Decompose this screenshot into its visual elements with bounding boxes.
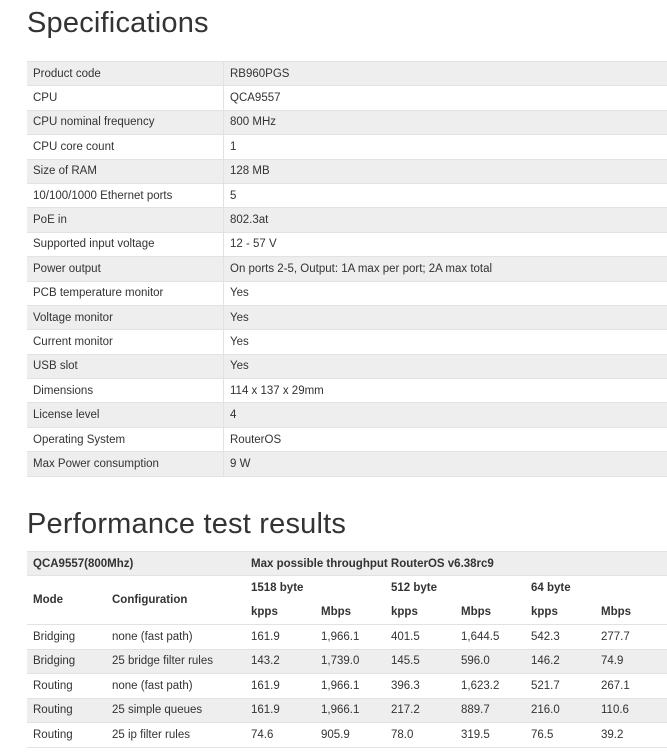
value-cell: 161.9	[245, 698, 315, 723]
spec-value: RouterOS	[224, 427, 667, 451]
mode-header: Mode	[27, 576, 106, 625]
unit-header: Mbps	[461, 606, 492, 618]
spec-row	[27, 403, 667, 427]
spec-value: RB960PGS	[224, 62, 667, 86]
throughput-label: Max possible throughput RouterOS v6.38rc9	[245, 552, 667, 576]
packet-size-row	[27, 576, 667, 601]
unit-header: kpps	[251, 606, 278, 618]
spec-value: Yes	[224, 281, 667, 305]
spec-value: 114 x 137 x 29mm	[224, 379, 667, 403]
configuration-cell: none (fast path)	[106, 674, 245, 699]
spec-row	[27, 281, 667, 305]
value-cell: 889.7	[455, 698, 525, 723]
spec-value: 1	[224, 135, 667, 159]
spec-value: Yes	[224, 354, 667, 378]
spec-key: Current monitor	[27, 330, 224, 354]
cpu-label: QCA9557(800Mhz)	[27, 552, 245, 576]
spec-key: CPU core count	[27, 135, 224, 159]
value-cell: 74.9	[595, 649, 667, 674]
spec-row	[27, 379, 667, 403]
unit-header: kpps	[391, 606, 418, 618]
performance-row	[27, 625, 667, 650]
value-cell: 267.1	[595, 674, 667, 699]
mode-cell: Routing	[27, 674, 106, 699]
spec-row	[27, 208, 667, 232]
mode-cell: Routing	[27, 723, 106, 748]
value-cell: 596.0	[455, 649, 525, 674]
spec-value: On ports 2-5, Output: 1A max per port; 2A max total	[224, 257, 667, 281]
packet-size-1518: 1518 byte	[245, 576, 385, 601]
spec-key: PoE in	[27, 208, 224, 232]
configuration-cell: 25 ip filter rules	[106, 723, 245, 748]
packet-size-64: 64 byte	[525, 576, 667, 601]
configuration-cell: 25 simple queues	[106, 698, 245, 723]
spec-value: 800 MHz	[224, 110, 667, 134]
spec-key: 10/100/1000 Ethernet ports	[27, 183, 224, 207]
spec-key: Size of RAM	[27, 159, 224, 183]
value-cell: 146.2	[525, 649, 595, 674]
value-cell: 1,966.1	[315, 698, 385, 723]
spec-row	[27, 110, 667, 134]
performance-row	[27, 649, 667, 674]
spec-row	[27, 257, 667, 281]
value-cell: 396.3	[385, 674, 455, 699]
performance-table	[27, 551, 667, 748]
unit-header: Mbps	[601, 606, 632, 618]
value-cell: 74.6	[245, 723, 315, 748]
spec-row	[27, 305, 667, 329]
packet-size-512: 512 byte	[385, 576, 525, 601]
value-cell: 143.2	[245, 649, 315, 674]
value-cell: 1,739.0	[315, 649, 385, 674]
spec-key: Supported input voltage	[27, 232, 224, 256]
unit-header: Mbps	[321, 606, 352, 618]
performance-row	[27, 698, 667, 723]
spec-key: License level	[27, 403, 224, 427]
spec-value: 5	[224, 183, 667, 207]
spec-value: Yes	[224, 330, 667, 354]
value-cell: 78.0	[385, 723, 455, 748]
value-cell: 76.5	[525, 723, 595, 748]
value-cell: 401.5	[385, 625, 455, 650]
spec-key: Dimensions	[27, 379, 224, 403]
value-cell: 161.9	[245, 674, 315, 699]
value-cell: 217.2	[385, 698, 455, 723]
mode-cell: Bridging	[27, 625, 106, 650]
value-cell: 1,966.1	[315, 625, 385, 650]
spec-value: 9 W	[224, 452, 667, 476]
value-cell: 39.2	[595, 723, 667, 748]
value-cell: 319.5	[455, 723, 525, 748]
performance-row	[27, 723, 667, 748]
spec-key: USB slot	[27, 354, 224, 378]
spec-row	[27, 183, 667, 207]
spec-row	[27, 86, 667, 110]
value-cell: 145.5	[385, 649, 455, 674]
spec-value: 12 - 57 V	[224, 232, 667, 256]
value-cell: 542.3	[525, 625, 595, 650]
configuration-header: Configuration	[106, 576, 245, 625]
value-cell: 1,623.2	[455, 674, 525, 699]
spec-value: 4	[224, 403, 667, 427]
spec-row	[27, 330, 667, 354]
value-cell: 161.9	[245, 625, 315, 650]
spec-key: Voltage monitor	[27, 305, 224, 329]
spec-row	[27, 232, 667, 256]
spec-row	[27, 159, 667, 183]
value-cell: 110.6	[595, 698, 667, 723]
unit-header: kpps	[531, 606, 558, 618]
mode-cell: Routing	[27, 698, 106, 723]
specifications-table	[27, 61, 667, 477]
spec-value: 802.3at	[224, 208, 667, 232]
spec-key: Product code	[27, 62, 224, 86]
spec-key: PCB temperature monitor	[27, 281, 224, 305]
specifications-heading: Specifications	[27, 7, 209, 39]
performance-heading: Performance test results	[27, 508, 347, 540]
spec-row	[27, 452, 667, 476]
configuration-cell: none (fast path)	[106, 625, 245, 650]
spec-row	[27, 427, 667, 451]
spec-value: 128 MB	[224, 159, 667, 183]
value-cell: 1,644.5	[455, 625, 525, 650]
performance-header-row	[27, 552, 667, 576]
spec-row	[27, 354, 667, 378]
value-cell: 1,966.1	[315, 674, 385, 699]
value-cell: 521.7	[525, 674, 595, 699]
spec-key: CPU	[27, 86, 224, 110]
value-cell: 277.7	[595, 625, 667, 650]
mode-cell: Bridging	[27, 649, 106, 674]
spec-value: QCA9557	[224, 86, 667, 110]
spec-key: Power output	[27, 257, 224, 281]
spec-row	[27, 62, 667, 86]
value-cell: 905.9	[315, 723, 385, 748]
spec-key: CPU nominal frequency	[27, 110, 224, 134]
spec-key: Operating System	[27, 427, 224, 451]
value-cell: 216.0	[525, 698, 595, 723]
spec-row	[27, 135, 667, 159]
performance-row	[27, 674, 667, 699]
configuration-cell: 25 bridge filter rules	[106, 649, 245, 674]
spec-key: Max Power consumption	[27, 452, 224, 476]
spec-value: Yes	[224, 305, 667, 329]
